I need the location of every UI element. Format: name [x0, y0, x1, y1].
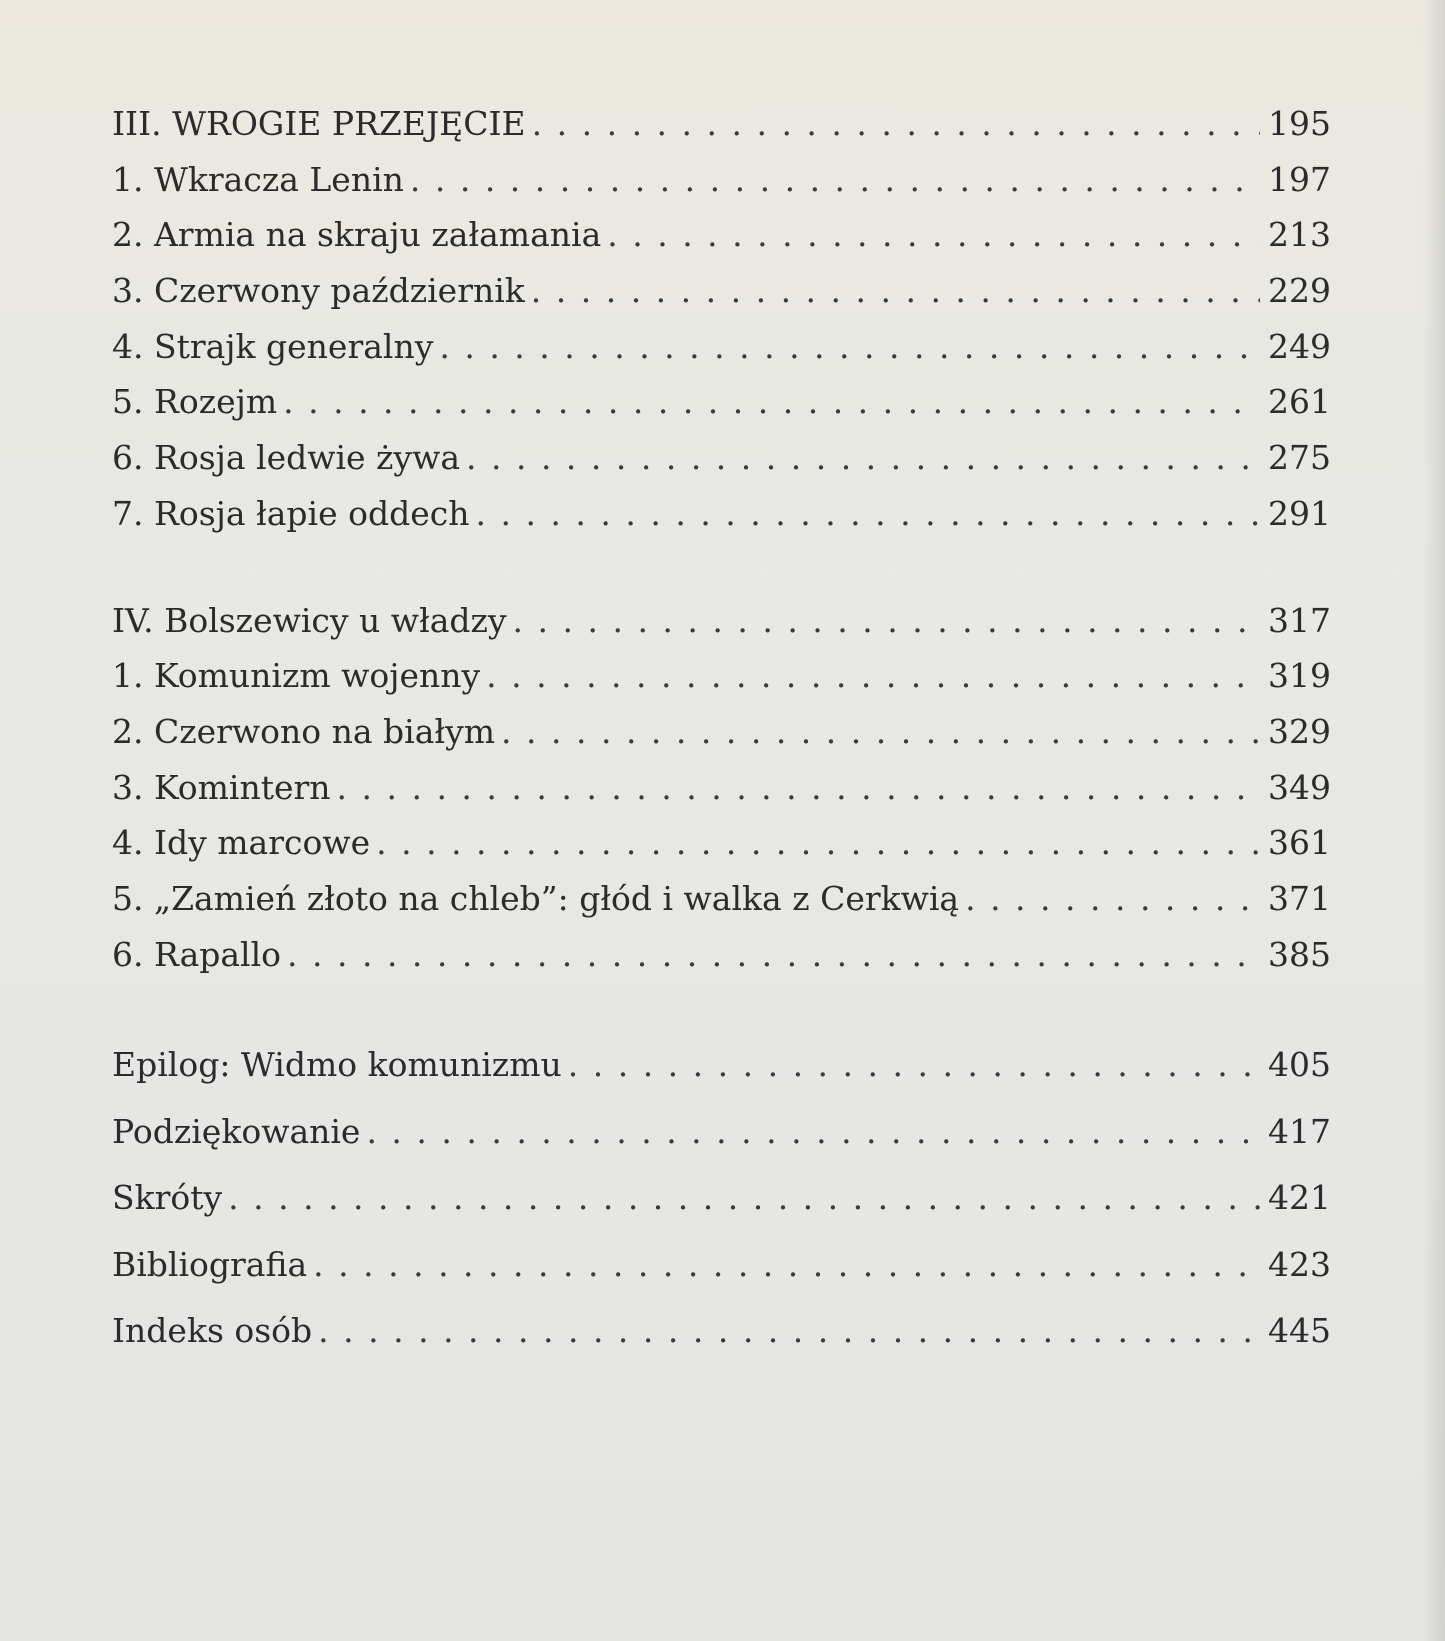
toc-entry	[112, 1298, 1330, 1365]
toc-entry	[112, 263, 1330, 319]
dot-leader	[228, 1165, 1260, 1232]
toc-entry-page: 291	[1268, 493, 1331, 533]
toc-entry-page: 213	[1268, 215, 1331, 255]
toc-entry	[112, 207, 1330, 263]
toc-entry-page: 421	[1268, 1178, 1331, 1218]
dot-leader	[513, 593, 1260, 649]
toc-entry-title: 5. Rozejm	[112, 382, 278, 422]
dot-leader	[410, 152, 1260, 208]
dot-leader	[607, 207, 1260, 263]
toc-entry-title: 4. Idy marcowe	[112, 823, 371, 863]
toc-section-part-4	[112, 593, 1330, 983]
toc-entry-title: Indeks osób	[112, 1311, 313, 1351]
dot-leader	[439, 319, 1260, 375]
toc-entry-title: 3. Komintern	[112, 767, 331, 807]
toc-entry-title: Epilog: Widmo komunizmu	[112, 1045, 562, 1085]
toc-entry-page: 423	[1268, 1244, 1331, 1284]
dot-leader	[366, 1099, 1260, 1166]
toc-entry-page: 349	[1268, 767, 1331, 807]
toc-entry-title: Bibliografia	[112, 1244, 308, 1284]
toc-entry-page: 261	[1268, 382, 1331, 422]
toc-entry	[112, 1032, 1330, 1099]
toc-entry-page: 405	[1268, 1045, 1331, 1085]
dot-leader	[486, 648, 1260, 704]
toc-entry-title: 6. Rapallo	[112, 934, 282, 974]
toc-entry	[112, 1099, 1330, 1166]
toc-entry-page: 197	[1268, 159, 1331, 199]
toc-entry	[112, 871, 1330, 927]
toc-entry-title: 1. Komunizm wojenny	[112, 656, 481, 696]
toc-section-part-3	[112, 96, 1330, 542]
toc-entry	[112, 593, 1330, 649]
toc-entry-page: 445	[1268, 1311, 1331, 1351]
toc-entry-title: 1. Wkracza Lenin	[112, 159, 404, 199]
toc-entry-title: 2. Czerwono na białym	[112, 711, 496, 751]
toc-entry-page: 385	[1268, 934, 1331, 974]
toc-entry	[112, 319, 1330, 375]
toc-entry	[112, 1232, 1330, 1299]
toc-entry-title: 7. Rosja łapie oddech	[112, 493, 470, 533]
dot-leader	[287, 927, 1260, 983]
table-of-contents	[112, 96, 1330, 1365]
toc-entry	[112, 1165, 1330, 1232]
toc-entry-title: Skróty	[112, 1178, 223, 1218]
dot-leader	[283, 374, 1260, 430]
dot-leader	[965, 871, 1260, 927]
toc-entry-page: 249	[1268, 326, 1331, 366]
dot-leader	[532, 96, 1260, 152]
dot-leader	[475, 486, 1260, 542]
toc-entry	[112, 815, 1330, 871]
toc-entry-page: 361	[1268, 823, 1331, 863]
toc-entry	[112, 96, 1330, 152]
toc-entry-title: 4. Strajk generalny	[112, 326, 434, 366]
toc-entry-page: 195	[1268, 104, 1331, 143]
toc-entry-title: Podziękowanie	[112, 1111, 361, 1151]
page-edge-shadow	[1423, 0, 1445, 1641]
toc-entry	[112, 374, 1330, 430]
toc-entry-page: 317	[1268, 600, 1331, 640]
dot-leader	[568, 1032, 1260, 1099]
toc-entry	[112, 927, 1330, 983]
dot-leader	[313, 1232, 1260, 1299]
toc-entry-title: 5. „Zamień złoto na chleb”: głód i walka z Cerkwią	[112, 878, 960, 918]
toc-entry-title: 6. Rosja ledwie żywa	[112, 438, 460, 478]
toc-entry-page: 371	[1268, 878, 1331, 918]
toc-entry-title: III. WROGIE PRZEJĘCIE	[112, 104, 526, 143]
toc-entry	[112, 486, 1330, 542]
dot-leader	[466, 430, 1260, 486]
dot-leader	[318, 1298, 1260, 1365]
toc-entry	[112, 648, 1330, 704]
toc-entry	[112, 704, 1330, 760]
toc-section-back-matter	[112, 1032, 1330, 1365]
toc-entry-page: 329	[1268, 711, 1331, 751]
toc-entry-page: 417	[1268, 1111, 1331, 1151]
dot-leader	[337, 760, 1260, 816]
toc-entry-page: 229	[1268, 271, 1331, 311]
toc-entry-title: 2. Armia na skraju załamania	[112, 215, 602, 255]
toc-entry-page: 319	[1268, 656, 1331, 696]
toc-entry-page: 275	[1268, 438, 1331, 478]
dot-leader	[501, 704, 1260, 760]
dot-leader	[376, 815, 1260, 871]
toc-entry	[112, 152, 1330, 208]
toc-entry	[112, 760, 1330, 816]
dot-leader	[531, 263, 1260, 319]
toc-entry-title: 3. Czerwony październik	[112, 271, 525, 311]
toc-entry	[112, 430, 1330, 486]
toc-entry-title: IV. Bolszewicy u władzy	[112, 600, 507, 640]
